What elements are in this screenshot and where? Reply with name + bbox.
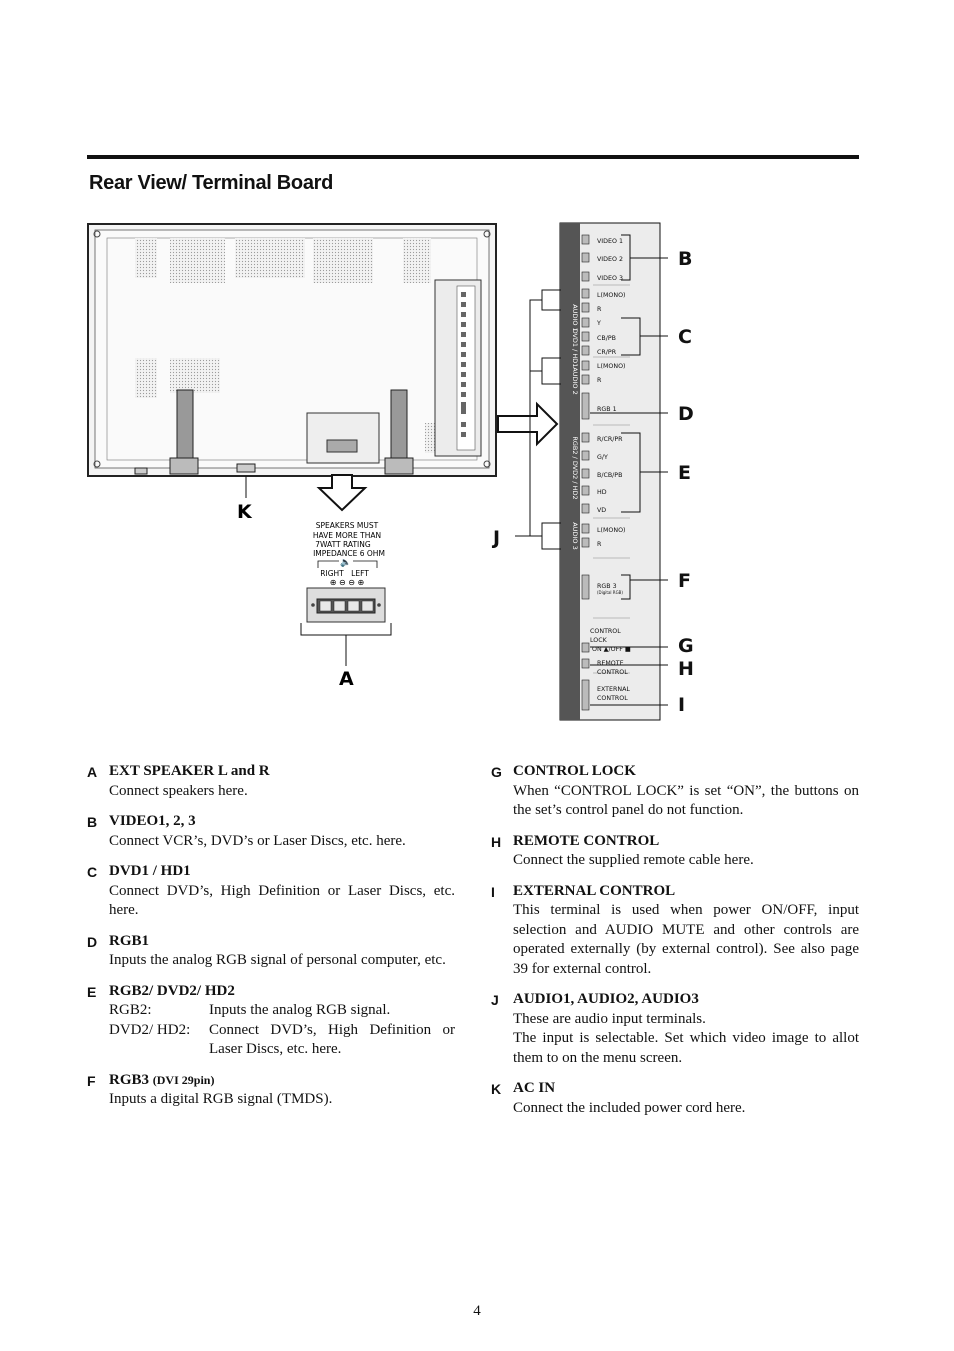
item-k: K AC IN Connect the included power cord here. bbox=[491, 1080, 746, 1116]
svg-text:VIDEO 3: VIDEO 3 bbox=[597, 275, 623, 282]
item-b: B VIDEO1, 2, 3 Connect VCR’s, DVD’s or Laser Discs, etc. here. bbox=[87, 813, 406, 849]
top-rule bbox=[87, 155, 859, 159]
svg-text:B/CB/PB: B/CB/PB bbox=[597, 472, 623, 479]
item-e-row-rgb2: RGB2: Inputs the analog RGB signal. bbox=[109, 1002, 391, 1018]
svg-text:Y: Y bbox=[597, 320, 601, 327]
item-a: A EXT SPEAKER L and R Connect speakers here. bbox=[87, 763, 270, 799]
callout-g: G bbox=[678, 635, 694, 657]
page-number: 4 bbox=[473, 1303, 481, 1319]
svg-text:R: R bbox=[597, 306, 602, 313]
speaker-terminal bbox=[307, 521, 385, 622]
item-c: C DVD1 / HD1 Connect DVD’s, High Definition or Laser Discs, etc. here. bbox=[87, 863, 455, 918]
svg-text:AUDIO 2: AUDIO 2 bbox=[571, 367, 579, 395]
callout-b: B bbox=[678, 248, 693, 270]
svg-text:L(MONO): L(MONO) bbox=[597, 527, 626, 534]
svg-text:REMOTE: REMOTE bbox=[597, 660, 624, 667]
svg-text:7WATT RATING: 7WATT RATING bbox=[315, 540, 371, 549]
svg-text:LOCK: LOCK bbox=[590, 637, 607, 644]
callout-f: F bbox=[678, 570, 691, 592]
svg-text:AUDIO 1: AUDIO 1 bbox=[571, 304, 579, 332]
callout-c: C bbox=[678, 326, 692, 348]
svg-text:AUDIO 3: AUDIO 3 bbox=[571, 522, 579, 550]
callout-d: D bbox=[678, 403, 694, 425]
item-j: J AUDIO1, AUDIO2, AUDIO3 These are audio input terminals. The input is selectable. Set which video image to allot them to on the menu screen. bbox=[491, 991, 859, 1066]
svg-text:HAVE MORE THAN: HAVE MORE THAN bbox=[312, 531, 382, 540]
svg-text:CB/PB: CB/PB bbox=[597, 335, 616, 342]
callout-a: A bbox=[339, 668, 354, 690]
callout-h: H bbox=[678, 658, 694, 680]
item-e-row-dvd2: DVD2/ HD2: Connect DVD’s, High Definition or Laser Discs, etc. here. bbox=[109, 1021, 455, 1057]
svg-text:R: R bbox=[597, 541, 602, 548]
item-g: G CONTROL LOCK When “CONTROL LOCK” is set “ON”, the buttons on the set’s control panel do not function. bbox=[491, 763, 859, 818]
svg-text:CONTROL: CONTROL bbox=[597, 695, 628, 702]
svg-text:RGB2 / DVD2 / HD2: RGB2 / DVD2 / HD2 bbox=[571, 436, 579, 500]
callout-k: K bbox=[237, 501, 252, 523]
page-title: Rear View/ Terminal Board bbox=[89, 172, 334, 194]
svg-text:R: R bbox=[597, 377, 602, 384]
item-d: D RGB1 Inputs the analog RGB signal of personal computer, etc. bbox=[87, 932, 446, 968]
svg-text:L(MONO): L(MONO) bbox=[597, 292, 626, 299]
items-left-column bbox=[87, 762, 455, 1121]
svg-text:IMPEDANCE 6 OHM: IMPEDANCE 6 OHM bbox=[313, 549, 385, 558]
svg-text:RIGHT: RIGHT bbox=[320, 569, 344, 578]
item-f: F RGB3 (DVI 29pin) Inputs a digital RGB signal (TMDS). bbox=[87, 1071, 333, 1107]
svg-text:R/CR/PR: R/CR/PR bbox=[597, 436, 623, 443]
svg-text:LEFT: LEFT bbox=[351, 569, 369, 578]
svg-text:G/Y: G/Y bbox=[597, 454, 608, 461]
svg-text:RGB 3: RGB 3 bbox=[597, 583, 617, 590]
item-h: H REMOTE CONTROL Connect the supplied remote cable here. bbox=[491, 832, 754, 868]
svg-text:CONTROL: CONTROL bbox=[597, 669, 628, 676]
svg-text:EXTERNAL: EXTERNAL bbox=[597, 686, 630, 693]
svg-text:DVD1 / HD1: DVD1 / HD1 bbox=[571, 328, 579, 368]
svg-text:VIDEO 2: VIDEO 2 bbox=[597, 256, 623, 263]
svg-text:ON ▲/OFF ■: ON ▲/OFF ■ bbox=[592, 646, 631, 653]
svg-text:L(MONO): L(MONO) bbox=[597, 363, 626, 370]
rear-view-diagram bbox=[85, 218, 805, 728]
speaker-icon: 🔈 bbox=[340, 558, 352, 568]
set-rear-outline bbox=[88, 224, 496, 476]
svg-text:HD: HD bbox=[597, 489, 607, 496]
callout-j: J bbox=[493, 527, 501, 549]
callout-i: I bbox=[678, 694, 686, 716]
svg-text:CR/PR: CR/PR bbox=[597, 349, 617, 356]
svg-text:(Digital RGB): (Digital RGB) bbox=[597, 590, 623, 595]
callout-e: E bbox=[678, 462, 691, 484]
svg-text:RGB 1: RGB 1 bbox=[597, 406, 617, 413]
item-e: E RGB2/ DVD2/ HD2 RGB2: Inputs the analog RGB signal. DVD2/ HD2: Connect DVD’s, High Definition or Laser Discs, etc. here. bbox=[87, 982, 455, 1060]
svg-text:VIDEO 1: VIDEO 1 bbox=[597, 238, 623, 245]
svg-text:⊕ ⊖ ⊖ ⊕: ⊕ ⊖ ⊖ ⊕ bbox=[329, 578, 365, 587]
items-right-column bbox=[491, 762, 859, 1129]
svg-text:SPEAKERS MUST: SPEAKERS MUST bbox=[315, 521, 379, 530]
svg-text:VD: VD bbox=[597, 507, 607, 514]
svg-text:CONTROL: CONTROL bbox=[590, 628, 621, 635]
item-i: I EXTERNAL CONTROL This terminal is used when power ON/OFF, input selection and AUDIO MUTE and other controls are operated externally (by external control). See also page 39 for external control. bbox=[491, 882, 859, 977]
